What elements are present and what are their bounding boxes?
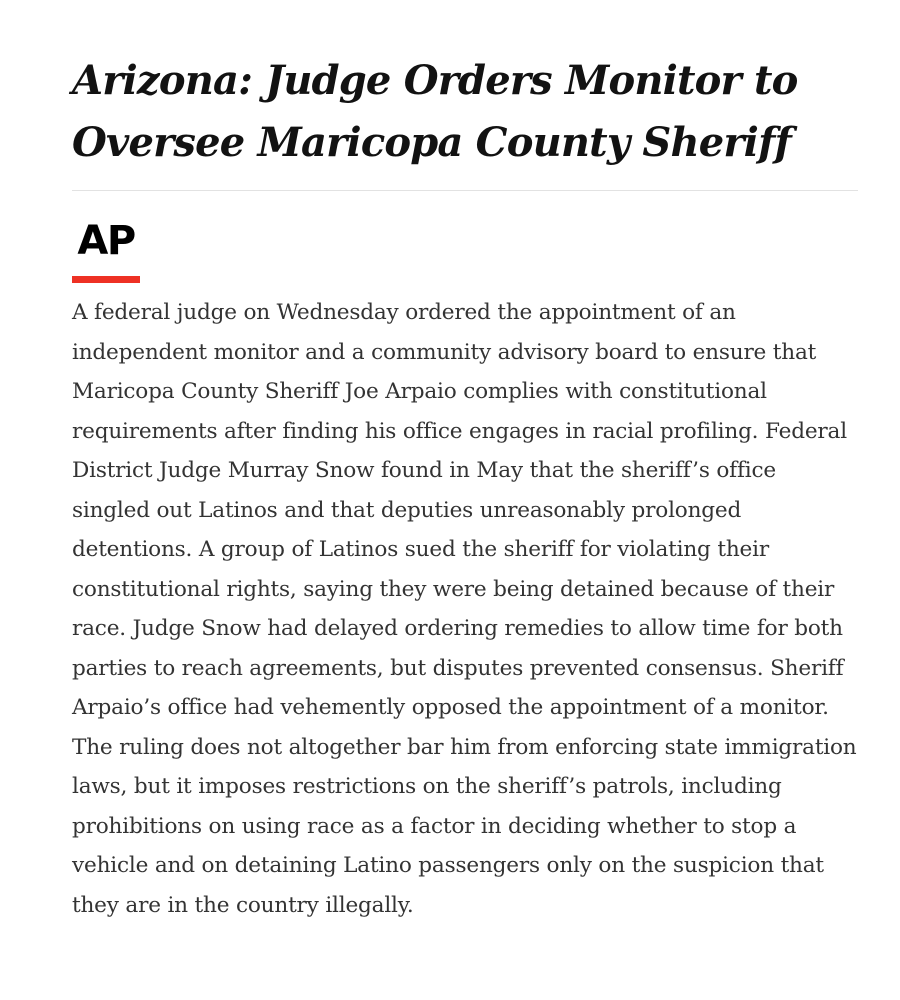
article-body: A federal judge on Wednesday ordered the appointment of an independent monitor and a community advisory board to ensure that Maricopa County Sheriff Joe Arpaio complies with constitutional requirements after finding his office engages in racial profiling. Federal District Judge Murray Snow found in May that the sheriff’s office singled out Latinos and that deputies unreasonably prolonged detentions. A group of Latinos sued the sheriff for violating their constitutional rights, saying they were being detained because of their race. Judge Snow had delayed ordering remedies to allow time for both parties to reach agreements, but disputes prevented consensus. Sheriff Arpaio’s office had vehemently opposed the appointment of a monitor. The ruling does not altogether bar him from enforcing state immigration laws, but it imposes restrictions on the sheriff’s patrols, including prohibitions on using race as a factor in deciding whether to stop a vehicle and on detaining Latino passengers only on the suspicion that they are in the country illegally.	[72, 300, 857, 918]
ap-logo-bar	[72, 276, 140, 283]
headline: Arizona: Judge Orders Monitor to Oversee Maricopa County Sheriff	[72, 57, 798, 166]
ap-logo-text: AP	[77, 218, 135, 264]
ap-logo	[72, 218, 140, 283]
headline-divider	[72, 190, 858, 191]
article	[72, 50, 858, 925]
